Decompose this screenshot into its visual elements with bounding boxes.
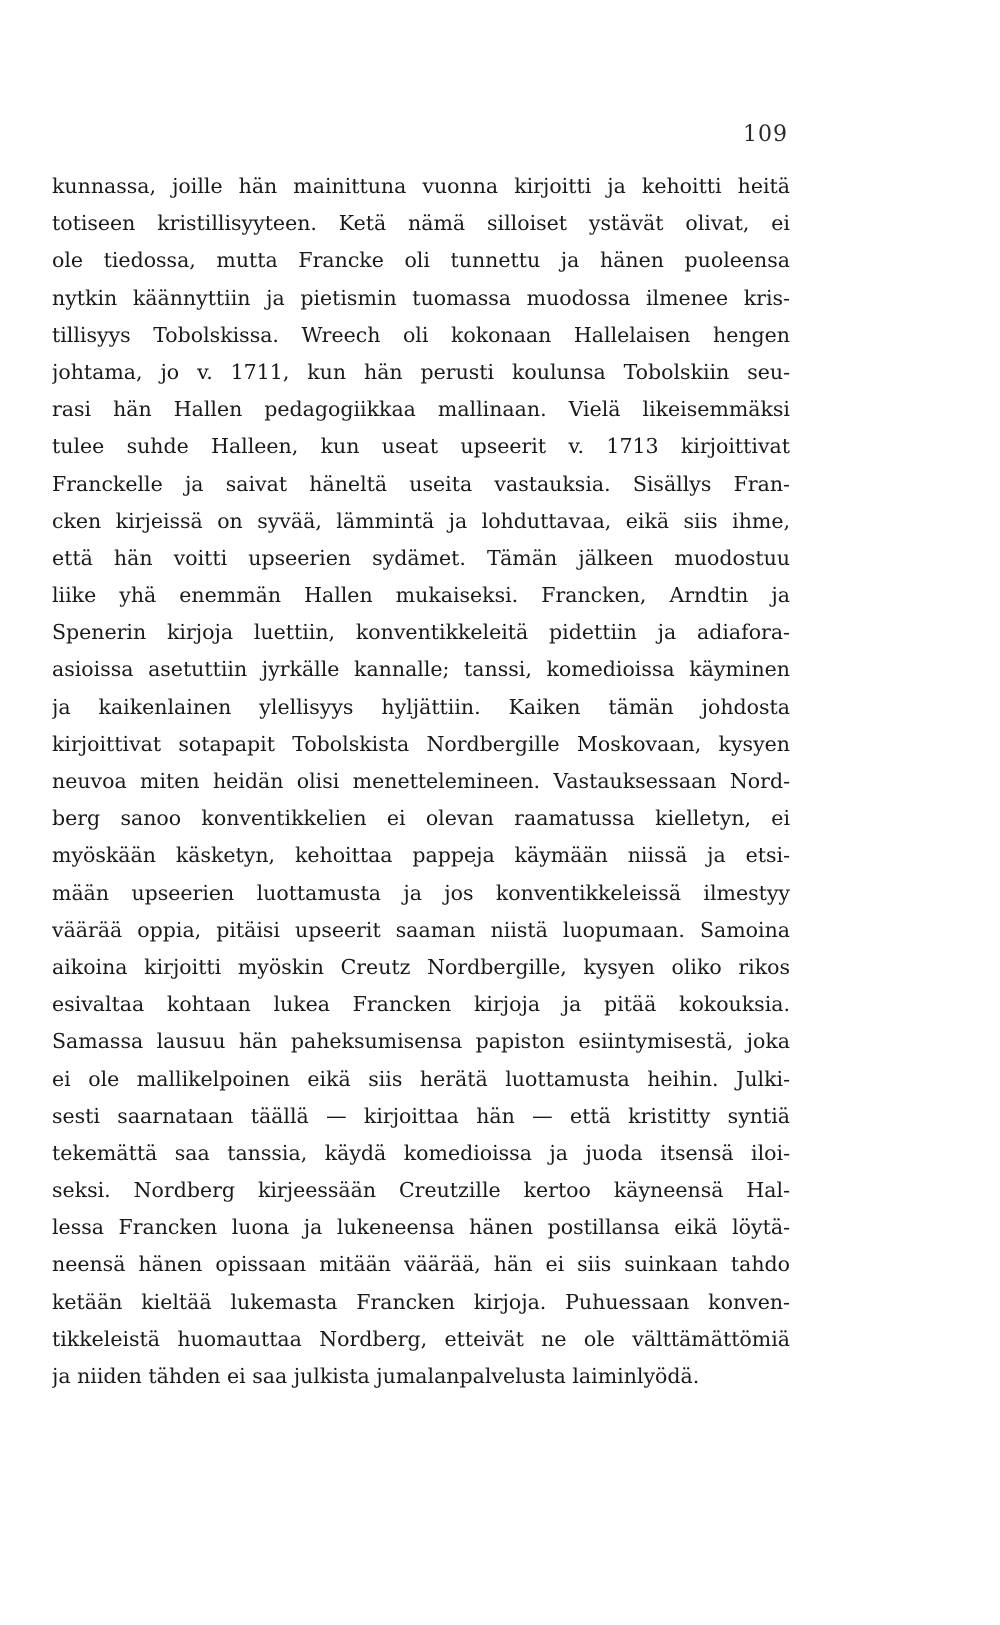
text-line: että hän voitti upseerien sydämet. Tämän jälkeen muodostuu [52,545,790,570]
text-line: kirjoittivat sotapapit Tobolskista Nordbergille Moskovaan, kysyen [52,731,790,756]
text-line: cken kirjeissä on syvää, lämmintä ja lohduttavaa, eikä siis ihme, [52,508,790,533]
text-line: berg sanoo konventikkelien ei olevan raamatussa kielletyn, ei [52,806,790,831]
body-text [52,168,790,1395]
text-line: ja niiden tähden ei saa julkista jumalanpalvelusta laiminlyödä. [52,1364,700,1388]
text-line: asioissa asetuttiin jyrkälle kannalle; tanssi, komedioissa käyminen [52,657,790,682]
text-line: lessa Francken luona ja lukeneensa hänen postillansa eikä löytä- [52,1215,790,1240]
text-line: neuvoa miten heidän olisi menettelemineen. Vastauksessaan Nord- [52,769,790,793]
text-line: tillisyys Tobolskissa. Wreech oli kokonaan Hallelaisen hengen [52,322,790,347]
text-line: tulee suhde Halleen, kun useat upseerit v. 1713 kirjoittivat [52,434,790,459]
text-line: johtama, jo v. 1711, kun hän perusti koulunsa Tobolskiin seu- [52,359,790,384]
text-line: tikkeleistä huomauttaa Nordberg, etteivät ne ole välttämättömiä [52,1326,790,1351]
text-line: rasi hän Hallen pedagogiikkaa mallinaan. Vielä likeisemmäksi [52,397,790,422]
text-line: ei ole mallikelpoinen eikä siis herätä luottamusta heihin. Julki- [52,1066,790,1091]
text-line: ole tiedossa, mutta Francke oli tunnettu ja hänen puoleensa [52,248,790,273]
text-line: myöskään käsketyn, kehoittaa pappeja käymään niissä ja etsi- [52,843,790,868]
text-line: kunnassa, joille hän mainittuna vuonna kirjoitti ja kehoitti heitä [52,174,790,198]
text-line: väärää oppia, pitäisi upseerit saaman niistä luopumaan. Samoina [52,917,790,942]
page-number: 109 [743,122,788,147]
text-line: tekemättä saa tanssia, käydä komedioissa ja juoda itsensä iloi- [52,1140,790,1165]
text-line: ketään kieltää lukemasta Francken kirjoja. Puhuessaan konven- [52,1289,790,1314]
text-line: Spenerin kirjoja luettiin, konventikkeleitä pidettiin ja adiafora- [52,620,790,645]
text-line: Franckelle ja saivat häneltä useita vastauksia. Sisällys Fran- [52,471,790,496]
text-line: seksi. Nordberg kirjeessään Creutzille kertoo käyneensä Hal- [52,1178,790,1203]
text-line: mään upseerien luottamusta ja jos konventikkeleissä ilmestyy [52,880,790,905]
text-line: liike yhä enemmän Hallen mukaiseksi. Francken, Arndtin ja [52,583,790,608]
text-line: esivaltaa kohtaan lukea Francken kirjoja ja pitää kokouksia. [52,992,790,1017]
text-line: sesti saarnataan täällä — kirjoittaa hän — että kristitty syntiä [52,1103,790,1128]
text-line: Samassa lausuu hän paheksumisensa papiston esiintymisestä, joka [52,1029,790,1054]
text-line: totiseen kristillisyyteen. Ketä nämä silloiset ystävät olivat, ei [52,211,790,236]
text-line: ja kaikenlainen ylellisyys hyljättiin. Kaiken tämän johdosta [52,694,790,719]
text-line: nytkin käännyttiin ja pietismin tuomassa muodossa ilmenee kris- [52,285,790,310]
text-line: aikoina kirjoitti myöskin Creutz Nordbergille, kysyen oliko rikos [52,954,790,979]
text-line: neensä hänen opissaan mitään väärää, hän ei siis suinkaan tahdo [52,1252,790,1277]
